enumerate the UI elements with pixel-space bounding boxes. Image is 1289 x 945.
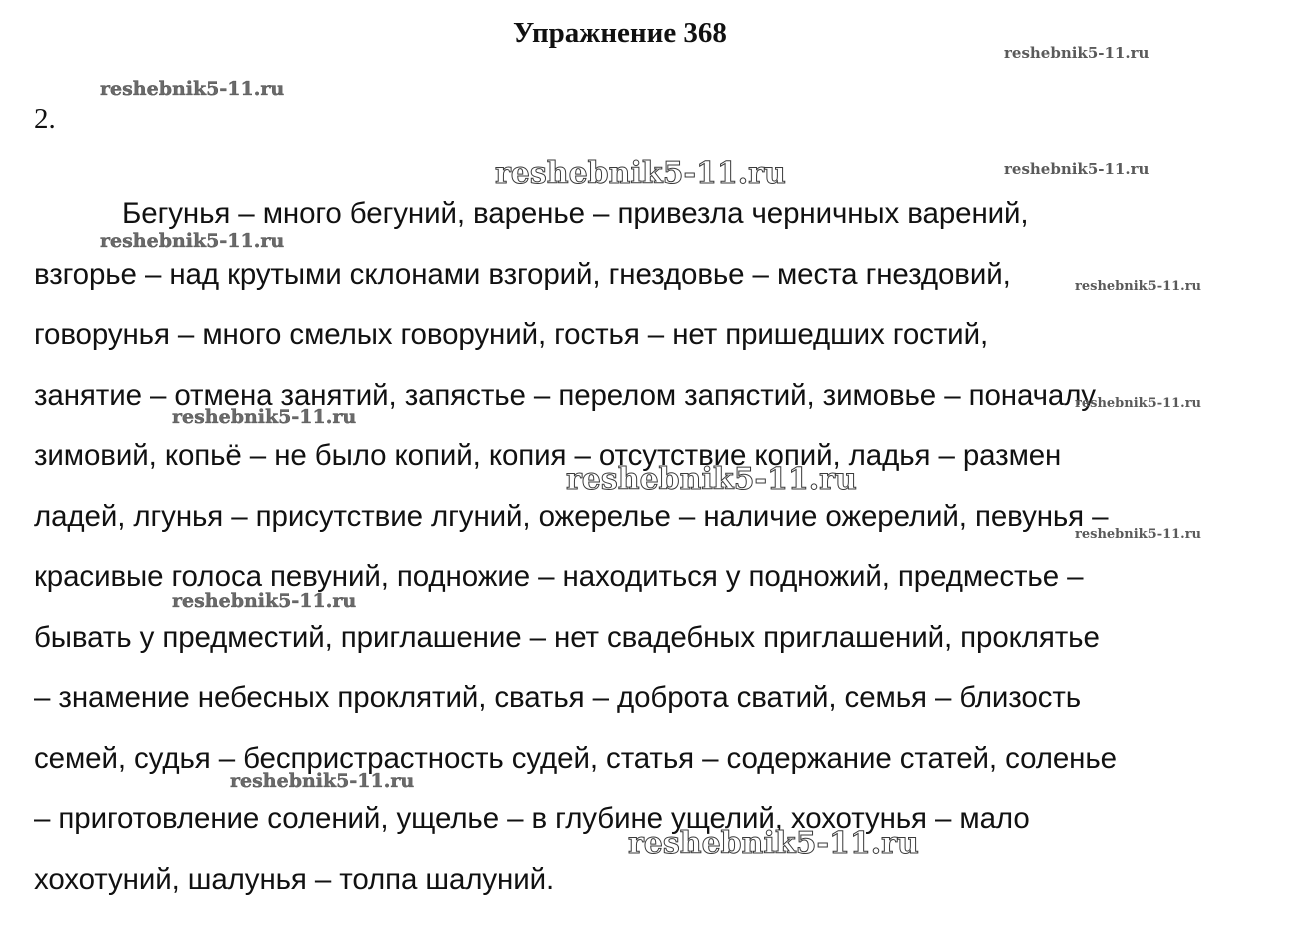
watermark: reshebnik5-11.ru [1075,527,1202,542]
watermark: reshebnik5-11.ru [1004,160,1150,178]
exercise-number: 2. [34,103,56,135]
watermark: reshebnik5-11.ru [495,156,786,191]
text-line: – приготовление солений, ущелье – в глубине ущелий, хохотунья – мало [34,802,1030,835]
text-line: семей, судья – беспристрастность судей, статья – содержание статей, соленье [34,741,1117,775]
answer-text [34,184,1209,910]
watermark: reshebnik5-11.ru [100,78,285,100]
text-line: красивые голоса певуний, подножие – находиться у подножий, предместье – [34,560,1084,593]
watermark: reshebnik5-11.ru [1004,44,1150,62]
text-line: бывать у предместий, приглашение – нет свадебных приглашений, проклятье [34,620,1100,654]
watermark: reshebnik5-11.ru [1075,279,1202,294]
text-line: занятие – отмена занятий, запястье – перелом запястий, зимовье – поначалу [34,378,1096,412]
watermark: reshebnik5-11.ru [230,770,415,792]
watermark: reshebnik5-11.ru [172,590,357,612]
exercise-title: Упражнение 368 [513,17,727,49]
text-line: Бегунья – много бегуний, варенье – привезла черничных варений, [122,197,1029,230]
watermark: reshebnik5-11.ru [566,462,857,497]
watermark: reshebnik5-11.ru [1075,396,1202,411]
text-line: хохотуний, шалунья – толпа шалуний. [34,862,555,896]
watermark: reshebnik5-11.ru [628,826,919,861]
watermark: reshebnik5-11.ru [172,406,357,428]
text-line: говорунья – много смелых говоруний, гостья – нет пришедших гостий, [34,318,989,351]
watermark: reshebnik5-11.ru [100,230,285,252]
text-line: ладей, лгунья – присутствие лгуний, ожерелье – наличие ожерелий, певунья – [34,499,1109,533]
text-line: взгорье – над крутыми склонами взгорий, гнездовье – места гнездовий, [34,257,1011,291]
text-line: – знамение небесных проклятий, сватья – доброта сватий, семья – близость [34,681,1082,714]
text-line: зимовий, копьё – не было копий, копия – отсутствие копий, ладья – размен [34,439,1062,472]
